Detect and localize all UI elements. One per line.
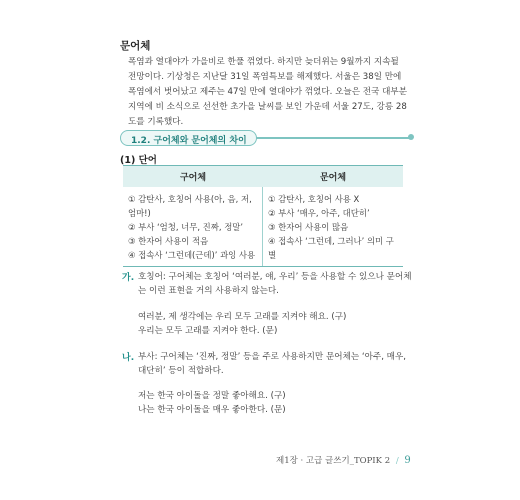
- point-na-text: [138, 350, 408, 378]
- paragraph-line: 폭염과 열대야가 가을비로 한풀 꺾였다. 하지만 늦더위는 9월까지 지속될: [128, 57, 399, 67]
- table-cell: ② 부사 ‘엄청, 너무, 진짜, 정말’: [128, 222, 244, 232]
- footer-text: 제1장 · 고급 글쓰기_TOPIK 2: [276, 456, 391, 466]
- footer-separator: /: [395, 456, 399, 466]
- table-cell: ③ 한자어 사용이 많음: [268, 222, 349, 232]
- word-section-heading: (1) 단어: [120, 155, 157, 166]
- table-cell: ① 감탄사, 호칭어 사용(아, 음, 저,: [128, 194, 252, 204]
- page-footer: [276, 454, 411, 466]
- page-number: 9: [404, 455, 411, 466]
- example-paragraph: [128, 55, 408, 130]
- section-title: 문어체: [120, 40, 151, 52]
- point-ga-line: 호칭어: 구어체는 호칭어 ‘여러분, 얘, 우리’ 등을 사용할 수 있으나 문어체: [138, 272, 412, 282]
- point-na-line: 부사: 구어체는 ‘진짜, 정말’ 등을 주로 사용하지만 문어체는 ‘아주, 매우,: [138, 352, 407, 362]
- table-cell: ④ 접속사 ‘그런데, 그러나’ 의미 구: [268, 236, 394, 246]
- table-cell: ④ 접속사 ‘그런데(근데)’ 과잉 사용: [128, 250, 256, 260]
- point-na-line: 대단히’ 등이 적합하다.: [138, 366, 224, 376]
- table-cell: ① 감탄사, 호칭어 사용 X: [268, 194, 360, 204]
- paragraph-line: 전망이다. 기상청은 지난달 31일 폭염특보를 해제했다. 서울은 38일 만에: [128, 72, 402, 82]
- table-divider: [262, 187, 263, 266]
- table-cell: ② 부사 ‘매우, 아주, 대단히’: [268, 208, 370, 218]
- table-cell: ③ 한자어 사용이 적음: [128, 236, 209, 246]
- table-header: [123, 166, 403, 187]
- comparison-table: [123, 165, 403, 267]
- point-ga-examples: [138, 310, 346, 338]
- table-cell: 별: [268, 250, 277, 260]
- example-sentence: 여러분, 제 생각에는 우리 모두 고래를 지켜야 해요. (구): [138, 312, 347, 322]
- table-header-spoken: 구어체: [179, 173, 207, 183]
- paragraph-line: 폭염에서 벗어났고 제주는 47일 만에 열대야가 꺾였다. 오늘은 전국 대부분: [128, 87, 407, 97]
- example-sentence: 우리는 모두 고래를 지켜야 한다. (문): [138, 326, 278, 336]
- example-sentence: 나는 한국 아이돌을 매우 좋아한다. (문): [138, 405, 286, 415]
- subheading-rule: [256, 137, 412, 139]
- subheading-pill: [120, 130, 257, 146]
- table-cell: 엄마!): [128, 208, 151, 218]
- example-sentence: 저는 한국 아이돌을 정말 좋아해요. (구): [138, 391, 286, 401]
- subheading-dot-icon: [408, 134, 414, 140]
- paragraph-line: 도를 기록했다.: [128, 117, 184, 127]
- point-ga-line: 는 이런 표현을 거의 사용하지 않는다.: [138, 286, 279, 296]
- point-na-marker: 나.: [122, 353, 135, 363]
- table-column-spoken: [128, 192, 261, 262]
- subheading-text: 1.2. 구어체와 문어체의 차이: [131, 136, 247, 146]
- table-header-written: 문어체: [319, 173, 347, 183]
- point-ga-marker: 가.: [122, 273, 135, 283]
- point-ga-text: [138, 270, 412, 298]
- subheading: [120, 130, 412, 148]
- paragraph-line: 지역에 비 소식으로 선선한 초가을 날씨를 보인 가운데 서울 27도, 강릉 28: [128, 102, 407, 112]
- point-na-examples: [138, 389, 286, 417]
- table-column-written: [268, 192, 401, 262]
